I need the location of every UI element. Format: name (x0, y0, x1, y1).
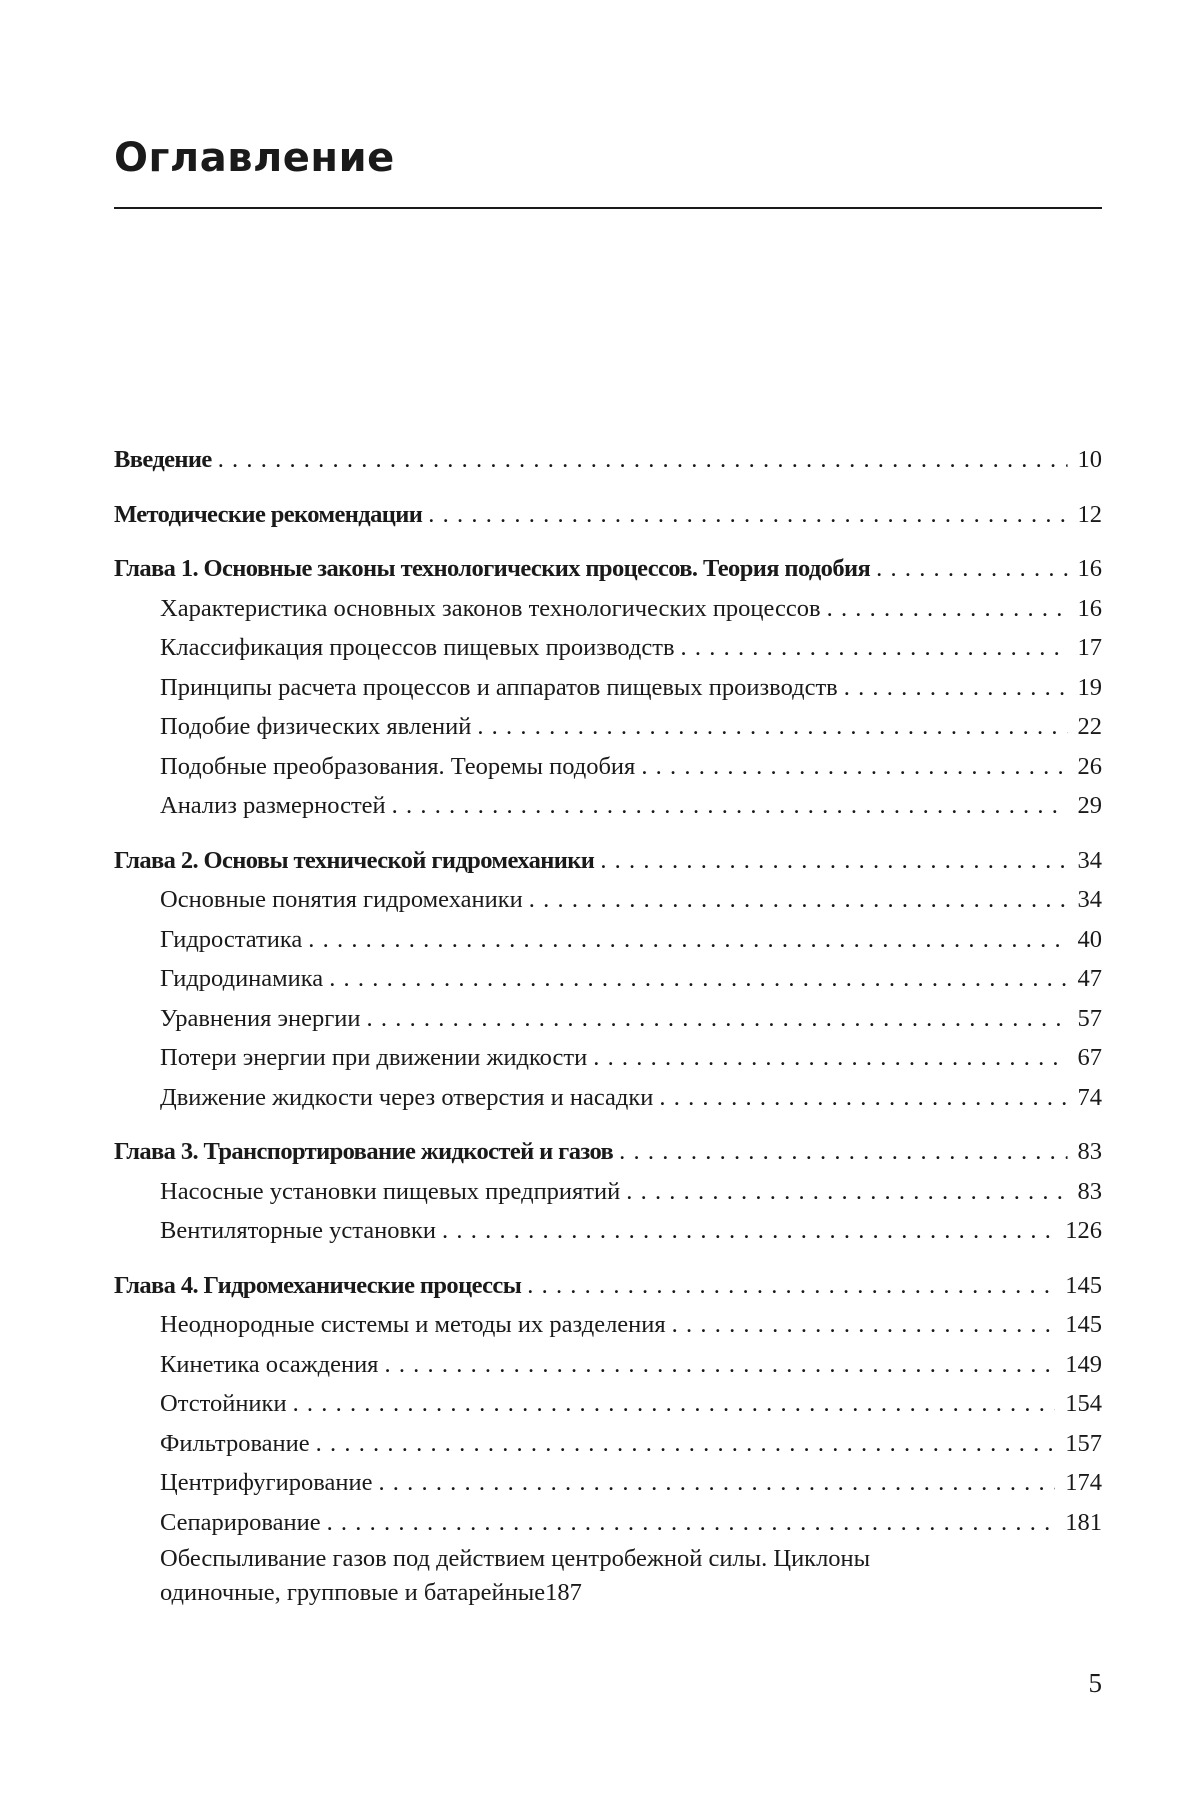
toc-entry[interactable] (114, 1172, 1102, 1212)
dot-leader (436, 1211, 1055, 1251)
toc-page-number: 16 (1077, 594, 1102, 622)
toc-entry-label: Гидродинамика (160, 965, 324, 992)
dot-leader (361, 999, 1068, 1039)
toc-page-number: 154 (1065, 1390, 1102, 1417)
toc-entry[interactable] (114, 920, 1102, 960)
dot-leader (422, 495, 1067, 535)
toc-page-number: 47 (1077, 965, 1102, 992)
toc-page-number: 174 (1065, 1469, 1102, 1496)
dot-leader (287, 1384, 1056, 1424)
toc-entry-label: Характеристика основных законов технологических процессов (160, 594, 821, 622)
toc-entry-label: Подобные преобразования. Теоремы подобия (160, 752, 636, 780)
toc-page-number: 145 (1065, 1271, 1102, 1299)
toc-page-number: 22 (1077, 713, 1102, 740)
toc-entry[interactable] (114, 1384, 1102, 1424)
page-number: 5 (1088, 1668, 1102, 1698)
toc-page-number: 187 (545, 1579, 582, 1606)
toc-entry-multiline[interactable] (114, 1542, 1102, 1610)
toc-entry[interactable] (114, 1211, 1102, 1251)
toc-entry[interactable] (114, 1038, 1102, 1078)
dot-leader (613, 1132, 1067, 1172)
toc-page-number: 149 (1065, 1350, 1102, 1378)
toc-page-number: 17 (1077, 634, 1102, 661)
toc-page-number: 19 (1077, 673, 1102, 701)
toc-entry[interactable] (114, 1078, 1102, 1118)
toc-entry-label: Отстойники (160, 1390, 287, 1417)
toc-entry[interactable] (114, 589, 1102, 629)
toc-entry-chapter-1[interactable] (114, 549, 1102, 589)
dot-leader (323, 959, 1067, 999)
dot-leader (594, 841, 1067, 881)
dot-leader (302, 920, 1067, 960)
toc-entry-label: Принципы расчета процессов и аппаратов пищевых производств (160, 673, 838, 701)
toc-page-number: 29 (1077, 792, 1102, 819)
toc-entry-guidelines[interactable] (114, 495, 1102, 535)
toc-entry-chapter-4[interactable] (114, 1266, 1102, 1306)
toc-entry-label: Уравнения энергии (160, 1004, 361, 1032)
toc-entry-label: Методические рекомендации (114, 500, 423, 528)
toc-entry[interactable] (114, 786, 1102, 826)
toc-page-number: 34 (1077, 886, 1102, 913)
dot-leader (372, 1463, 1055, 1503)
dot-leader (310, 1424, 1056, 1464)
toc-page-number: 34 (1077, 846, 1102, 874)
dot-leader (378, 1345, 1055, 1385)
toc-entry-chapter-2[interactable] (114, 841, 1102, 881)
dot-leader (321, 1503, 1056, 1543)
toc-entry[interactable] (114, 1305, 1102, 1345)
toc-entry[interactable] (114, 1424, 1102, 1464)
toc-page-number: 10 (1077, 446, 1102, 473)
toc-entry-label: Глава 3. Транспортирование жидкостей и газов (114, 1138, 614, 1165)
toc-entry-label: Неоднородные системы и методы их разделения (160, 1311, 666, 1338)
toc-page-number: 126 (1065, 1217, 1102, 1244)
dot-leader (587, 1038, 1067, 1078)
dot-leader (666, 1305, 1056, 1345)
toc-page-number: 83 (1077, 1177, 1102, 1205)
toc-page-number: 26 (1077, 752, 1102, 780)
toc-entry-label: Вентиляторные установки (160, 1217, 437, 1244)
toc-page-number: 16 (1077, 555, 1102, 582)
toc-entry[interactable] (114, 747, 1102, 787)
toc-entry-label: Глава 1. Основные законы технологических процессов. Теория подобия (114, 555, 871, 582)
toc-entry-label: Классификация процессов пищевых производств (160, 634, 675, 661)
toc-entry-label: Введение (114, 446, 212, 473)
toc-page-number: 145 (1065, 1311, 1102, 1338)
toc-entry-label: Центрифугирование (160, 1469, 373, 1496)
toc-entry-label: Потери энергии при движении жидкости (160, 1044, 588, 1071)
toc-entry-label: Сепарирование (160, 1508, 321, 1536)
dot-leader (675, 628, 1068, 668)
table-of-contents (114, 440, 1102, 1610)
toc-entry-chapter-3[interactable] (114, 1132, 1102, 1172)
toc-page-number: 57 (1077, 1004, 1102, 1032)
toc-entry-label: Глава 4. Гидромеханические процессы (114, 1271, 522, 1299)
toc-page-number: 40 (1077, 925, 1102, 953)
toc-entry[interactable] (114, 1503, 1102, 1543)
toc-entry-label: Анализ размерностей (160, 792, 386, 819)
toc-entry[interactable] (114, 628, 1102, 668)
toc-entry-label: Обеспыливание газов под действием центробежной силы. Циклоны (160, 1545, 871, 1572)
dot-leader (821, 589, 1068, 629)
toc-entry[interactable] (114, 707, 1102, 747)
toc-page-number: 74 (1077, 1083, 1102, 1111)
toc-entry-label: Глава 2. Основы технической гидромеханики (114, 846, 595, 874)
toc-entry[interactable] (114, 1463, 1102, 1503)
toc-entry-label: Кинетика осаждения (160, 1350, 379, 1378)
toc-entry[interactable] (114, 668, 1102, 708)
toc-entry[interactable] (114, 880, 1102, 920)
toc-page-number: 181 (1065, 1508, 1102, 1536)
toc-entry-label: Основные понятия гидромеханики (160, 886, 523, 913)
dot-leader (635, 747, 1067, 787)
toc-page-number: 157 (1065, 1429, 1102, 1457)
toc-entry-label: Фильтрование (160, 1429, 310, 1457)
toc-entry[interactable] (114, 999, 1102, 1039)
toc-entry-label: Насосные установки пищевых предприятий (160, 1177, 621, 1205)
page-title: Оглавление (114, 135, 395, 181)
dot-leader (386, 786, 1068, 826)
toc-entry-label: Подобие физических явлений (160, 713, 472, 740)
toc-entry[interactable] (114, 1345, 1102, 1385)
dot-leader (471, 707, 1067, 747)
dot-leader (212, 440, 1068, 480)
dot-leader (653, 1078, 1067, 1118)
title-divider (114, 207, 1102, 209)
dot-leader (838, 668, 1068, 708)
toc-page-number: 67 (1077, 1044, 1102, 1071)
dot-leader (521, 1266, 1055, 1306)
dot-leader (870, 549, 1067, 589)
toc-page-number: 83 (1077, 1138, 1102, 1165)
toc-page-number: 12 (1077, 500, 1102, 528)
toc-entry-label: Движение жидкости через отверстия и насадки (160, 1083, 654, 1111)
dot-leader (620, 1172, 1067, 1212)
dot-leader (523, 880, 1068, 920)
toc-entry-label-continuation: одиночные, групповые и батарейные (160, 1579, 546, 1606)
toc-entry-introduction[interactable] (114, 440, 1102, 480)
toc-entry[interactable] (114, 959, 1102, 999)
toc-entry-label: Гидростатика (160, 925, 303, 953)
